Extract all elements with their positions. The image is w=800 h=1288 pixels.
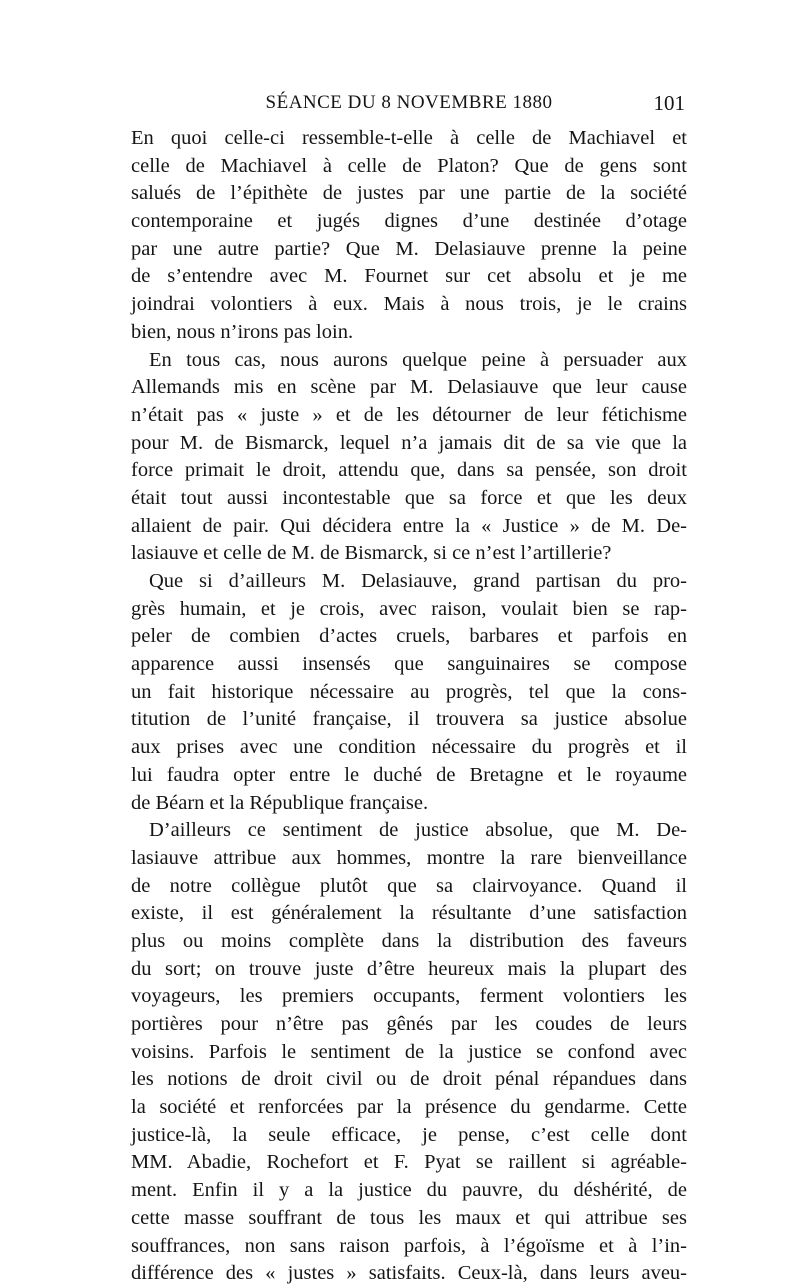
text-line: de s’entendre avec M. Fournet sur cet absolu et je me — [131, 265, 687, 288]
text-line: pour M. de Bismarck, lequel n’a jamais dit de sa vie que la — [131, 431, 687, 454]
text-line: portières pour n’être pas gênés par les coudes de leurs — [131, 1013, 687, 1035]
running-head — [133, 88, 685, 118]
text-line: cette masse souffrant de tous les maux et qui attribue ses — [131, 1206, 687, 1229]
text-line: celle de Machiavel à celle de Platon? Que de gens sont — [131, 154, 687, 177]
text-line: voisins. Parfois le sentiment de la justice se confond avec — [131, 1040, 687, 1063]
text-line: apparence aussi insensés que sanguinaires se compose — [131, 653, 687, 676]
text-line: D’ailleurs ce sentiment de justice absolue, que M. De- — [149, 819, 687, 842]
text-line: bien, nous n’irons pas loin. — [131, 320, 354, 343]
text-line: joindrai volontiers à eux. Mais à nous trois, je le crains — [131, 293, 687, 316]
text-line: Que si d’ailleurs M. Delasiauve, grand partisan du pro- — [149, 570, 687, 592]
page-number: 101 — [653, 91, 685, 115]
text-line: En quoi celle-ci ressemble-t-elle à celle de Machiavel et — [131, 127, 687, 149]
text-line: MM. Abadie, Rochefort et F. Pyat se raillent si agréable- — [131, 1151, 687, 1174]
text-line: n’était pas « juste » et de les détourner de leur fétichisme — [131, 403, 687, 426]
text-line: ment. Enfin il y a la justice du pauvre, du déshérité, de — [131, 1179, 687, 1202]
text-line: allaient de pair. Qui décidera entre la « Justice » de M. De- — [131, 514, 687, 537]
text-line: justice-là, la seule efficace, je pense, c’est celle dont — [131, 1123, 687, 1146]
text-line: salués de l’épithète de justes par une partie de la société — [131, 182, 687, 205]
body-text — [131, 125, 687, 1288]
header-title: SÉANCE DU 8 NOVEMBRE 1880 — [265, 92, 553, 113]
text-line: voyageurs, les premiers occupants, ferment volontiers les — [131, 985, 687, 1008]
text-line: les notions de droit civil ou de droit pénal répandues dans — [131, 1068, 687, 1091]
text-line: la société et renforcées par la présence du gendarme. Cette — [131, 1096, 687, 1119]
text-line: lui faudra opter entre le duché de Bretagne et le royaume — [131, 763, 687, 786]
text-line: grès humain, et je crois, avec raison, voulait bien se rap- — [131, 597, 687, 620]
text-line: peler de combien d’actes cruels, barbares et parfois en — [131, 625, 687, 648]
text-line: du sort; on trouve juste d’être heureux mais la plupart des — [131, 957, 687, 980]
text-line: un fait historique nécessaire au progrès, tel que la cons- — [131, 680, 687, 703]
text-line: existe, il est généralement la résultante d’une satisfaction — [131, 902, 687, 925]
text-line: force primait le droit, attendu que, dans sa pensée, son droit — [131, 459, 687, 482]
text-line: Allemands mis en scène par M. Delasiauve que leur cause — [131, 376, 687, 399]
text-line: souffrances, non sans raison parfois, à l’égoïsme et à l’in- — [131, 1234, 687, 1257]
text-line: aux prises avec une condition nécessaire du progrès et il — [131, 736, 687, 759]
text-line: différence des « justes » satisfaits. Ceux-là, dans leurs aveu- — [131, 1262, 687, 1285]
text-line: lasiauve et celle de M. de Bismarck, si ce n’est l’artillerie? — [131, 542, 612, 565]
text-line: était tout aussi incontestable que sa force et que les deux — [131, 486, 687, 509]
text-line: contemporaine et jugés dignes d’une destinée d’otage — [131, 210, 687, 233]
text-line: plus ou moins complète dans la distribution des faveurs — [131, 929, 687, 952]
text-line: de Béarn et la République française. — [131, 791, 429, 814]
text-line: En tous cas, nous aurons quelque peine à persuader aux — [149, 348, 687, 371]
text-line: lasiauve attribue aux hommes, montre la rare bienveillance — [131, 846, 687, 869]
text-line: par une autre partie? Que M. Delasiauve prenne la peine — [131, 237, 687, 260]
text-line: titution de l’unité française, il trouvera sa justice absolue — [131, 708, 687, 731]
text-line: de notre collègue plutôt que sa clairvoyance. Quand il — [131, 874, 687, 897]
